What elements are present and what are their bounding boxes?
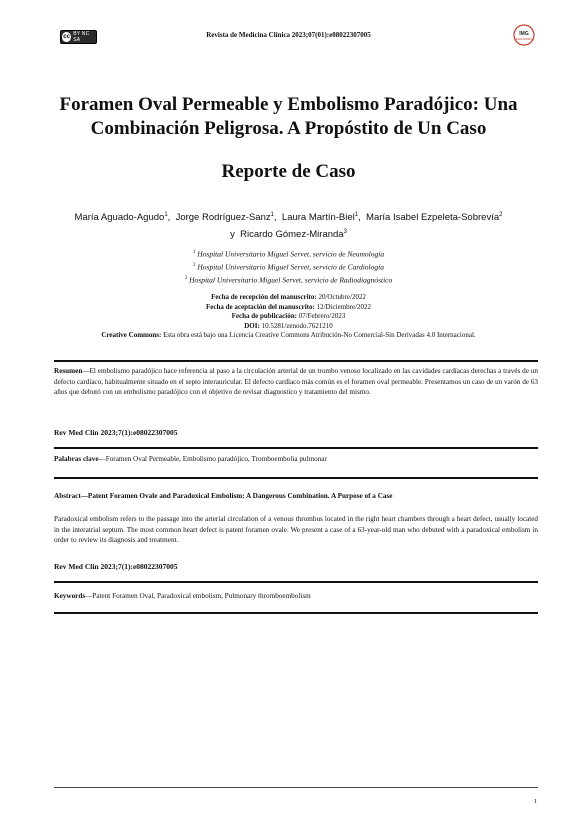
license-statement: Creative Commons: Esta obra está bajo una Licencia Creative Commons Atribución-No Comercial-Sin Derivadas 4.0 Internacional.	[101, 331, 476, 339]
author-affil-mark: 1	[354, 212, 359, 218]
author-list: María Aguado-Agudo$^1$, Jorge Rodríguez-Sanz$^1$, Laura Martín-Biel$^1$, María Isabel Ezpeleta-Sobrevía$^2$ y Ricardo Gómez-Miranda$^3$	[74, 212, 503, 241]
resumen-text: —El embolismo paradójico hace referencia al paso a la circulación arterial de un trombo venoso localizado en las cavidades cardíacas derechas a través de un defecto cardíaco, habitualmente situado en el septo interauricular. El defecto cardíaco más común es el foramen oval permeable. Presentamos un caso de un varón de 63 años que debutó con un embolismo paradójico con el objetivo de revisar diagnostico y tratamiento del mismo.	[54, 367, 538, 396]
section-divider	[54, 447, 538, 449]
abstract-heading: Abstract—Patent Foramen Ovale and Paradoxical Embolism: A Dangerous Combination. A Purpose of a Case	[54, 492, 393, 500]
page-number: 1	[534, 798, 538, 805]
doi: DOI: 10.5281/zenodo.7621210	[244, 321, 333, 330]
resumen	[54, 366, 538, 398]
abstract-text: Paradoxical embolism refers to the passage into the arterial circulation of a venous thrombus located in the right heart chambers through a heart defect, usually located in the interatrial septum. The most common heart defect is patent foramen ovale. We present a case of a 63-year-old man who debuted with a paradoxical embolism in order to review its diagnosis and treatment.	[54, 515, 538, 544]
title-line-2: Combinación Peligrosa. A Propóstito de Un Caso	[90, 118, 487, 139]
cc-icon: cc	[63, 34, 70, 40]
author-affil-mark: 1	[164, 212, 168, 218]
cc-license-text: BY NC SA	[73, 31, 90, 43]
author-name: María Aguado-Agudo	[74, 212, 165, 224]
section-divider	[54, 612, 538, 614]
author-name: Ricardo Gómez-Miranda	[240, 229, 344, 241]
journal-header: Revista de Medicina Clínica 2023;07(01):e08022307005	[206, 31, 371, 39]
resumen-label: Resumen	[54, 367, 83, 375]
article-type: Reporte de Caso	[221, 161, 356, 182]
section-divider	[54, 477, 538, 479]
author-name: Laura Martín-Biel	[281, 212, 355, 224]
author-conjunction: y	[230, 229, 235, 241]
doi-link[interactable]: 10.5281/zenodo.7621210	[261, 321, 333, 330]
manuscript-dates	[0, 293, 577, 341]
received-date: Fecha de recepción del manuscrito: 20/Octubre/2022	[211, 293, 366, 301]
author-affil-mark: 1	[270, 212, 274, 218]
title-line-1: Foramen Oval Permeable y Embolismo Paradójico: Una	[59, 94, 518, 115]
published-date: Fecha de publicación: 07/Febrero/2023	[231, 312, 346, 320]
affiliation-item: $^2$ Hospital Universitario Miguel Servet, servicio de Cardiología	[193, 262, 384, 272]
keywords	[54, 591, 538, 602]
author-affil-mark: 2	[499, 212, 503, 218]
palabras-clave-text: —Foramen Oval Permeable, Embolismo paradójico, Tromboembolia pulmonar	[98, 455, 327, 463]
author-name: María Isabel Ezpeleta-Sobrevía	[366, 212, 500, 224]
paper-title	[40, 93, 537, 141]
palabras-clave-label: Palabras clave	[54, 455, 99, 463]
logo-text-bottom: EDICIONES	[515, 37, 533, 41]
affiliation-item: $^1$ Hospital Universitario Miguel Servet, servicio de Neumología	[192, 249, 385, 259]
author-affil-mark: 3	[343, 229, 347, 236]
citation-line: Rev Med Clin 2023;7(1):e08022307005	[54, 428, 178, 437]
footer-divider	[54, 787, 538, 788]
section-divider	[54, 581, 538, 583]
author-name: Jorge Rodríguez-Sanz	[175, 212, 271, 224]
logo-text-top: IMG	[519, 31, 529, 37]
affiliation-item: $^3$ Hospital Universitario Miguel Servet, servicio de Radiodiagnóstico	[184, 275, 393, 285]
keywords-text: —Patent Foramen Oval, Paradoxical embolism, Pulmonary thromboembolism	[85, 592, 311, 600]
accepted-date: Fecha de aceptación del manuscrito: 12/Diciembre/2022	[205, 302, 372, 311]
journal-logo-icon	[513, 24, 535, 46]
palabras-clave	[54, 454, 538, 465]
keywords-label: Keywords	[54, 592, 86, 600]
section-divider	[54, 360, 538, 362]
citation-line: Rev Med Clin 2023;7(1):e08022307005	[54, 562, 178, 571]
affiliation-list	[0, 247, 577, 286]
